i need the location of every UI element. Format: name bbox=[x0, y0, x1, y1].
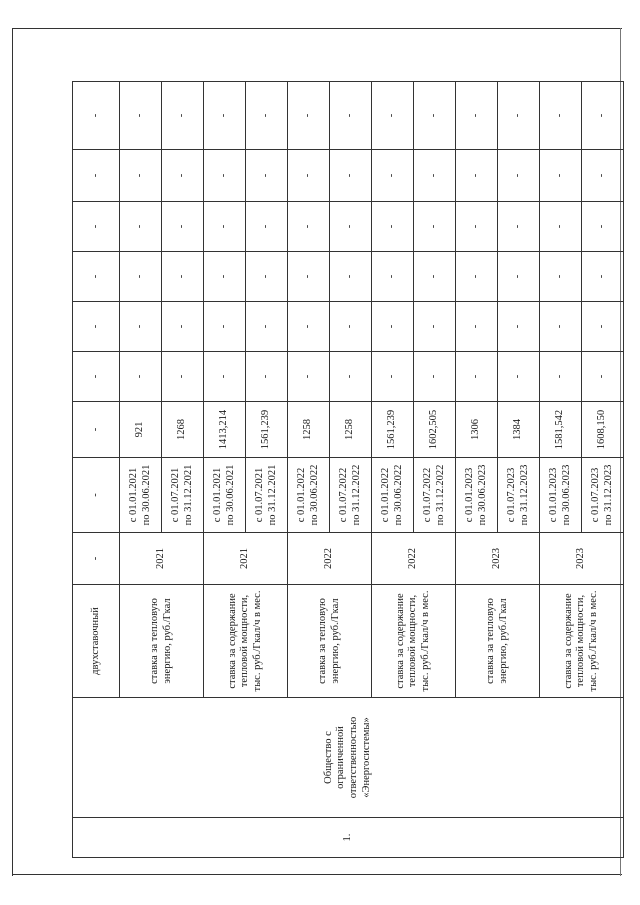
period-cell: с 01.07.2022 по 31.12.2022 bbox=[330, 458, 372, 533]
year-cell: - bbox=[73, 533, 120, 585]
value-cell: 1413,214 bbox=[204, 402, 246, 458]
year-cell: 2023 bbox=[540, 533, 624, 585]
blank-cell: - bbox=[372, 252, 414, 302]
blank-cell: - bbox=[372, 202, 414, 252]
blank-cell: - bbox=[288, 202, 330, 252]
blank-cell: - bbox=[204, 150, 246, 202]
blank-cell: - bbox=[582, 82, 624, 150]
blank-cell: - bbox=[582, 252, 624, 302]
row-number-cell: 1. bbox=[73, 818, 624, 858]
period-cell: с 01.01.2023 по 30.06.2023 bbox=[456, 458, 498, 533]
blank-cell: - bbox=[498, 202, 540, 252]
blank-cell: - bbox=[456, 252, 498, 302]
rate-name-cell: ставка за содержание тепловой мощности, тыс. руб./Гкал/ч в мес. bbox=[372, 585, 456, 698]
blank-cell: - bbox=[288, 302, 330, 352]
blank-cell: - bbox=[288, 82, 330, 150]
blank-cell: - bbox=[330, 82, 372, 150]
period-cell: с 01.07.2023 по 31.12.2023 bbox=[498, 458, 540, 533]
blank-cell: - bbox=[582, 302, 624, 352]
blank-cell: - bbox=[372, 302, 414, 352]
year-cell: 2021 bbox=[204, 533, 288, 585]
rate-name-cell: ставка за содержание тепловой мощности, тыс. руб./Гкал/ч в мес. bbox=[540, 585, 624, 698]
blank-cell: - bbox=[288, 252, 330, 302]
blank-cell: - bbox=[162, 302, 204, 352]
value-cell: 1268 bbox=[162, 402, 204, 458]
table-row bbox=[73, 82, 120, 858]
blank-cell: - bbox=[498, 82, 540, 150]
blank-cell: - bbox=[414, 82, 456, 150]
blank-cell: - bbox=[204, 82, 246, 150]
blank-cell: - bbox=[246, 302, 288, 352]
blank-cell: - bbox=[498, 302, 540, 352]
blank-cell: - bbox=[73, 252, 120, 302]
blank-cell: - bbox=[456, 202, 498, 252]
period-cell: с 01.01.2022 по 30.06.2022 bbox=[372, 458, 414, 533]
page-border-top bbox=[12, 28, 622, 29]
blank-cell: - bbox=[120, 252, 162, 302]
rate-name-cell: ставка за содержание тепловой мощности, тыс. руб./Гкал/ч в мес. bbox=[204, 585, 288, 698]
period-cell: с 01.07.2023 по 31.12.2023 bbox=[582, 458, 624, 533]
blank-cell: - bbox=[498, 352, 540, 402]
blank-cell: - bbox=[246, 252, 288, 302]
blank-cell: - bbox=[288, 150, 330, 202]
rotated-table-container bbox=[72, 82, 623, 858]
blank-cell: - bbox=[540, 252, 582, 302]
blank-cell: - bbox=[330, 352, 372, 402]
value-cell: 1258 bbox=[330, 402, 372, 458]
blank-cell: - bbox=[120, 352, 162, 402]
value-cell: 1258 bbox=[288, 402, 330, 458]
blank-cell: - bbox=[330, 150, 372, 202]
blank-cell: - bbox=[246, 150, 288, 202]
rate-name-cell: ставка за тепловую энергию, руб./Гкал bbox=[120, 585, 204, 698]
tariff-table bbox=[72, 81, 624, 858]
period-cell: с 01.07.2022 по 31.12.2022 bbox=[414, 458, 456, 533]
blank-cell: - bbox=[162, 252, 204, 302]
value-cell: 1561,239 bbox=[372, 402, 414, 458]
blank-cell: - bbox=[414, 202, 456, 252]
blank-cell: - bbox=[540, 82, 582, 150]
value-cell: 1602,505 bbox=[414, 402, 456, 458]
blank-cell: - bbox=[73, 352, 120, 402]
value-cell: 1608,150 bbox=[582, 402, 624, 458]
tariff-table-body bbox=[73, 82, 624, 858]
period-cell: - bbox=[73, 458, 120, 533]
year-cell: 2021 bbox=[120, 533, 204, 585]
period-cell: с 01.01.2021 по 30.06.2021 bbox=[120, 458, 162, 533]
blank-cell: - bbox=[246, 82, 288, 150]
value-cell: 1384 bbox=[498, 402, 540, 458]
blank-cell: - bbox=[498, 252, 540, 302]
blank-cell: - bbox=[162, 202, 204, 252]
period-cell: с 01.01.2023 по 30.06.2023 bbox=[540, 458, 582, 533]
blank-cell: - bbox=[540, 352, 582, 402]
blank-cell: - bbox=[372, 82, 414, 150]
year-cell: 2022 bbox=[372, 533, 456, 585]
rate-name-cell: ставка за тепловую энергию, руб./Гкал bbox=[456, 585, 540, 698]
blank-cell: - bbox=[73, 150, 120, 202]
blank-cell: - bbox=[540, 202, 582, 252]
value-cell: 1306 bbox=[456, 402, 498, 458]
blank-cell: - bbox=[120, 82, 162, 150]
blank-cell: - bbox=[582, 352, 624, 402]
blank-cell: - bbox=[540, 150, 582, 202]
tariff-type-cell: двухставочный bbox=[73, 585, 120, 698]
page-border-bottom bbox=[12, 874, 622, 875]
blank-cell: - bbox=[372, 352, 414, 402]
blank-cell: - bbox=[120, 302, 162, 352]
blank-cell: - bbox=[498, 150, 540, 202]
blank-cell: - bbox=[162, 82, 204, 150]
blank-cell: - bbox=[73, 302, 120, 352]
year-cell: 2022 bbox=[288, 533, 372, 585]
blank-cell: - bbox=[204, 202, 246, 252]
blank-cell: - bbox=[162, 150, 204, 202]
blank-cell: - bbox=[330, 202, 372, 252]
year-cell: 2023 bbox=[456, 533, 540, 585]
blank-cell: - bbox=[288, 352, 330, 402]
value-cell: 1581,542 bbox=[540, 402, 582, 458]
blank-cell: - bbox=[582, 202, 624, 252]
blank-cell: - bbox=[456, 150, 498, 202]
blank-cell: - bbox=[120, 202, 162, 252]
blank-cell: - bbox=[372, 150, 414, 202]
blank-cell: - bbox=[204, 302, 246, 352]
blank-cell: - bbox=[330, 252, 372, 302]
blank-cell: - bbox=[456, 82, 498, 150]
period-cell: с 01.01.2021 по 30.06.2021 bbox=[204, 458, 246, 533]
blank-cell: - bbox=[73, 82, 120, 150]
blank-cell: - bbox=[582, 150, 624, 202]
blank-cell: - bbox=[246, 202, 288, 252]
rate-name-cell: ставка за тепловую энергию, руб./Гкал bbox=[288, 585, 372, 698]
blank-cell: - bbox=[204, 352, 246, 402]
blank-cell: - bbox=[414, 252, 456, 302]
page-border-left bbox=[12, 28, 13, 876]
blank-cell: - bbox=[120, 150, 162, 202]
blank-cell: - bbox=[456, 302, 498, 352]
blank-cell: - bbox=[414, 352, 456, 402]
blank-cell: - bbox=[330, 302, 372, 352]
organization-cell: Общество с ограниченной ответственностью «Энергосистемы» bbox=[73, 698, 624, 818]
blank-cell: - bbox=[540, 302, 582, 352]
value-cell: - bbox=[73, 402, 120, 458]
blank-cell: - bbox=[456, 352, 498, 402]
period-cell: с 01.07.2021 по 31.12.2021 bbox=[162, 458, 204, 533]
blank-cell: - bbox=[414, 150, 456, 202]
blank-cell: - bbox=[73, 202, 120, 252]
value-cell: 1561,239 bbox=[246, 402, 288, 458]
period-cell: с 01.01.2022 по 30.06.2022 bbox=[288, 458, 330, 533]
period-cell: с 01.07.2021 по 31.12.2021 bbox=[246, 458, 288, 533]
value-cell: 921 bbox=[120, 402, 162, 458]
blank-cell: - bbox=[246, 352, 288, 402]
blank-cell: - bbox=[162, 352, 204, 402]
blank-cell: - bbox=[204, 252, 246, 302]
blank-cell: - bbox=[414, 302, 456, 352]
